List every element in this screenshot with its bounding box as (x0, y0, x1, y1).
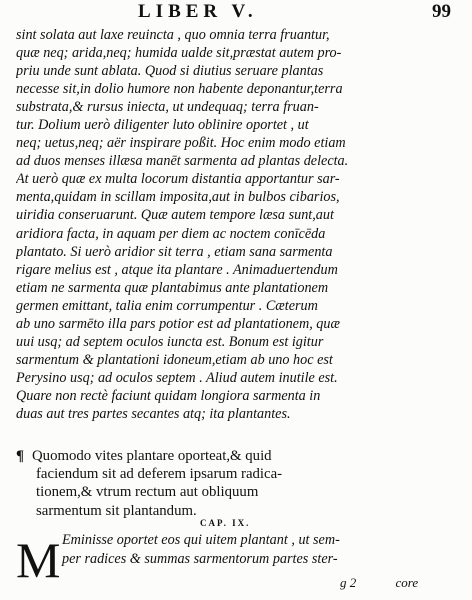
text-line: At uerò quæ ex multa locorum distantia apportantur sar- (16, 171, 340, 188)
page-footer (340, 575, 418, 591)
chapter-label: CAP. IX. (200, 518, 251, 528)
text-line: plantato. Si uerò aridior sit terra , etiam sana sarmenta (16, 243, 333, 260)
text-line: uui usq; ad septem oculos iuncta est. Bonum est igitur (16, 333, 324, 350)
text-line: sarmentum & plantationi idoneum,etiam ab uno hoc est (16, 351, 333, 368)
heading-line: tionem,& vtrum rectum aut obliquum (36, 484, 259, 501)
text-line: etiam ne sarmenta quæ plantabimus ante plantationem (16, 279, 329, 296)
heading-line: sarmentum sit plantandum. (36, 502, 197, 519)
page-number: 99 (432, 1, 451, 22)
text-line: aridiora facta, in aquam per diem ac noctem conīcēda (16, 225, 326, 242)
text-line: quæ neq; arida,neq; humida ualde sit,præstat autem pro- (16, 45, 342, 62)
text-line: Quare non rectè faciunt quidam longiora sarmenta in (16, 387, 321, 404)
heading-line-text: Quomodo vites plantare oporteat,& quid (32, 448, 272, 464)
drop-capital: M (16, 532, 61, 588)
heading-line (16, 447, 462, 465)
text-line: uiridia conseruarunt. Quæ autem tempore læsa sunt,aut (16, 207, 334, 224)
text-line: sint solata aut laxe reuincta , quo omnia terra fruantur, (16, 27, 330, 43)
text-line: Perysino usq; ad oculos septem . Aliud autem inutile est. (16, 369, 338, 386)
text-line: tur. Dolium uerò diligenter luto oblinire oportet , ut (16, 117, 309, 134)
body-text (16, 26, 462, 423)
text-line: ad duos menses illæsa manēt sarmenta ad plantas delecta. (16, 153, 349, 170)
section-heading (16, 447, 462, 520)
text-line: Eminisse oportet eos qui uitem plantant , ut sem- (62, 532, 340, 548)
text-line: duas aut tres partes secantes atq; ita plantantes. (16, 405, 291, 422)
text-line: germen emittant, talia enim corrumpentur . Cæterum (16, 297, 318, 314)
text-line: priu unde sunt ablata. Quod si diutius seruare plantas (16, 63, 324, 80)
signature-mark: g 2 (340, 575, 357, 590)
running-title: LIBER V. (138, 1, 258, 22)
page-header (0, 0, 472, 22)
heading-line: faciendum sit ad deferem ipsarum radica- (36, 466, 283, 483)
catchword: core (395, 575, 419, 590)
text-line: rigare melius est , atque ita plantare . Animaduertendum (16, 261, 338, 278)
text-line: menta,quidam in scillam imposita,aut in bulbos cibarios, (16, 189, 340, 206)
text-line: per radices & summas sarmentorum partes ster- (62, 551, 338, 567)
pilcrow-mark: ¶ (16, 448, 24, 464)
text-line: ab uno sarmēto illa pars potior est ad plantationem, quæ (16, 315, 340, 332)
text-line: neq; uetus,neq; aër inspirare poßit. Hoc enim modo etiam (16, 135, 346, 152)
text-line: substrata,& rursus iniecta, ut undequaq; terra fruan- (16, 99, 319, 116)
text-line: necesse sit,in dolio humore non habente deponantur,terra (16, 81, 343, 98)
